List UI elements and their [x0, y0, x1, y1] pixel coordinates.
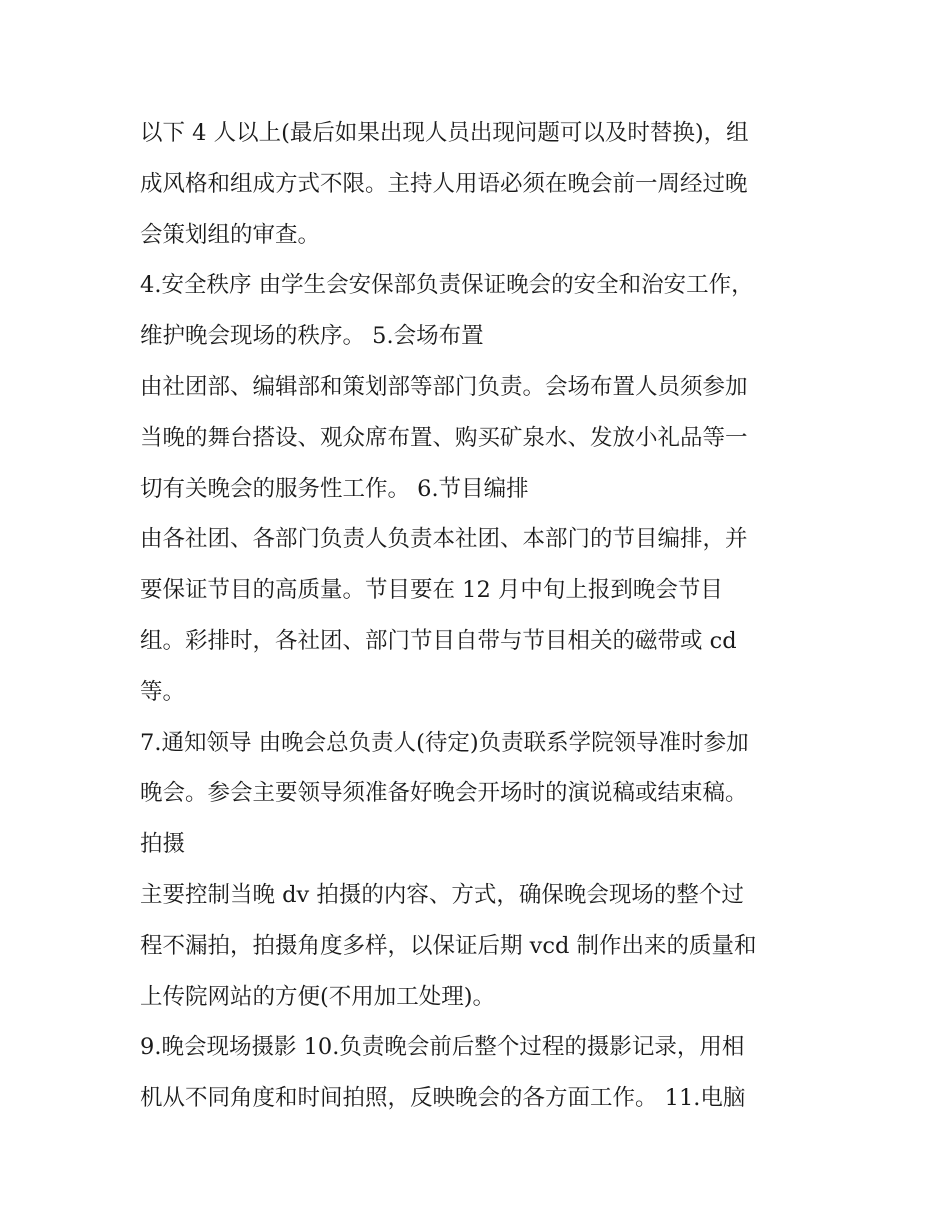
text-line: 7.通知领导 由晚会总负责人(待定)负责联系学院领导准时参加	[140, 729, 749, 756]
text-line: 机从不同角度和时间拍照，反映晚会的各方面工作。 11.电脑	[140, 1085, 746, 1112]
text-line: 9.晚会现场摄影 10.负责晚会前后整个过程的摄影记录，用相	[140, 1034, 745, 1061]
text-line: 成风格和组成方式不限。主持人用语必须在晚会前一周经过晚	[140, 170, 748, 197]
text-line: 拍摄	[140, 831, 186, 858]
text-line: 要保证节目的高质量。节目要在 12 月中旬上报到晚会节目	[140, 577, 723, 604]
text-line: 等。	[140, 678, 186, 705]
text-line: 当晚的舞台搭设、观众席布置、购买矿泉水、发放小礼品等一	[140, 424, 748, 451]
text-line: 组。彩排时，各社团、部门节目自带与节目相关的磁带或 cd	[140, 627, 737, 654]
text-line: 程不漏拍，拍摄角度多样，以保证后期 vcd 制作出来的质量和	[140, 932, 757, 959]
text-line: 维护晚会现场的秩序。 5.会场布置	[140, 323, 484, 350]
body-text	[140, 108, 830, 1124]
text-line: 上传院网站的方便(不用加工处理)。	[140, 983, 496, 1010]
text-line: 以下 4 人以上(最后如果出现人员出现问题可以及时替换)，组	[140, 120, 749, 146]
text-line: 会策划组的审查。	[140, 221, 321, 248]
text-line: 由社团部、编辑部和策划部等部门负责。会场布置人员须参加	[140, 373, 748, 400]
text-line: 切有关晚会的服务性工作。 6.节目编排	[140, 475, 529, 502]
text-line: 由各社团、各部门负责人负责本社团、本部门的节目编排，并	[140, 526, 748, 553]
text-line: 主要控制当晚 dv 拍摄的内容、方式，确保晚会现场的整个过	[140, 881, 744, 908]
text-line: 4.安全秩序 由学生会安保部负责保证晚会的安全和治安工作，	[140, 272, 754, 299]
text-line: 晚会。参会主要领导须准备好晚会开场时的演说稿或结束稿。	[140, 780, 748, 807]
